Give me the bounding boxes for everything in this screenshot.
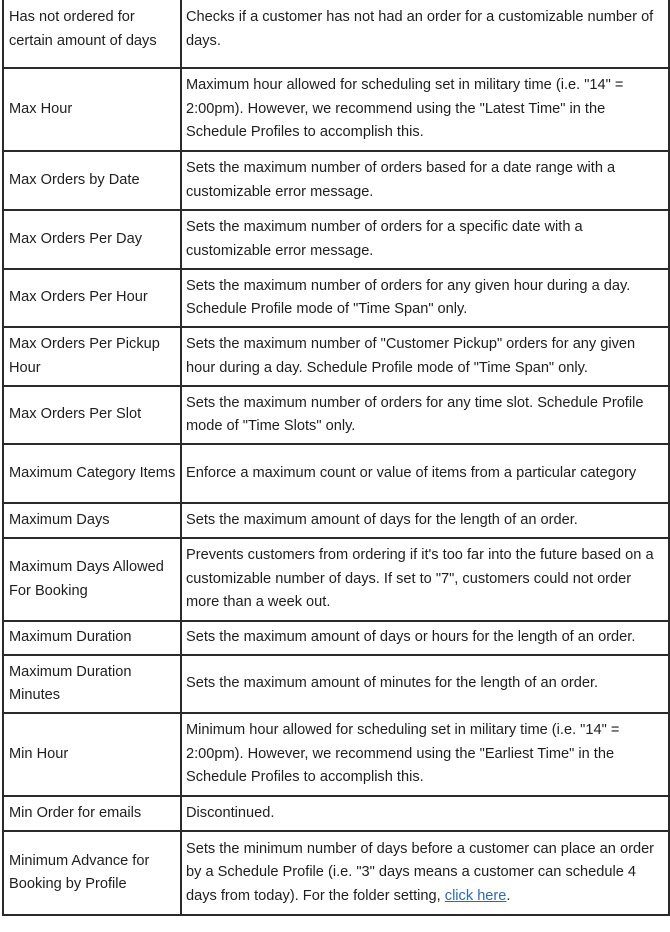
description-text: Sets the minimum number of days before a customer can place an order by a Schedule Profile (i.e. "3" days means a customer can schedule 4 days from today). For the folder setting, — [186, 840, 655, 904]
table-row — [3, 538, 669, 621]
setting-name: Maximum Duration — [3, 621, 181, 655]
setting-name: Max Orders Per Hour — [3, 269, 181, 327]
setting-name: Maximum Days Allowed For Booking — [3, 538, 181, 621]
table-row — [3, 831, 669, 915]
table-row — [3, 713, 669, 796]
setting-name: Has not ordered for certain amount of days — [3, 0, 181, 68]
table-row — [3, 68, 669, 151]
setting-description: Sets the maximum number of orders for any given hour during a day. Schedule Profile mode of "Time Span" only. — [181, 269, 669, 327]
setting-description: Sets the maximum number of orders based for a date range with a customizable error message. — [181, 151, 669, 210]
setting-name: Max Orders Per Day — [3, 210, 181, 269]
setting-name: Minimum Advance for Booking by Profile — [3, 831, 181, 915]
setting-description: Enforce a maximum count or value of items from a particular category — [181, 444, 669, 503]
setting-description: Maximum hour allowed for scheduling set in military time (i.e. "14" = 2:00pm). However, we recommend using the "Latest Time" in the Schedule Profiles to accomplish this. — [181, 68, 669, 151]
table-row — [3, 444, 669, 503]
setting-description: Checks if a customer has not had an order for a customizable number of days. — [181, 0, 669, 68]
setting-name: Max Orders Per Slot — [3, 386, 181, 444]
setting-description: Prevents customers from ordering if it's too far into the future based on a customizable number of days. If set to "7", customers could not order more than a week out. — [181, 538, 669, 621]
setting-name: Min Order for emails — [3, 796, 181, 831]
table-row — [3, 796, 669, 831]
table-row — [3, 386, 669, 444]
table-row — [3, 269, 669, 327]
settings-table — [2, 0, 670, 916]
click-here-link[interactable]: click here — [444, 887, 507, 904]
setting-description: Minimum hour allowed for scheduling set in military time (i.e. "14" = 2:00pm). However, we recommend using the "Earliest Time" in the Schedule Profiles to accomplish this. — [181, 713, 669, 796]
table-row — [3, 503, 669, 538]
table-row — [3, 327, 669, 386]
table-row — [3, 655, 669, 713]
table-row — [3, 210, 669, 269]
table-row — [3, 621, 669, 655]
setting-name: Min Hour — [3, 713, 181, 796]
setting-name: Max Orders by Date — [3, 151, 181, 210]
table-row — [3, 0, 669, 68]
setting-name: Maximum Days — [3, 503, 181, 538]
setting-description: Sets the maximum number of "Customer Pickup" orders for any given hour during a day. Schedule Profile mode of "Time Span" only. — [181, 327, 669, 386]
setting-name: Max Hour — [3, 68, 181, 151]
setting-name: Maximum Duration Minutes — [3, 655, 181, 713]
setting-description: Sets the maximum amount of days or hours for the length of an order. — [181, 621, 669, 655]
table-row — [3, 151, 669, 210]
setting-description: Discontinued. — [181, 796, 669, 831]
description-end: . — [506, 887, 511, 904]
setting-name: Max Orders Per Pickup Hour — [3, 327, 181, 386]
setting-description: Sets the maximum number of orders for any time slot. Schedule Profile mode of "Time Slots" only. — [181, 386, 669, 444]
setting-description: Sets the maximum amount of days for the length of an order. — [181, 503, 669, 538]
setting-description: Sets the maximum number of orders for a specific date with a customizable error message. — [181, 210, 669, 269]
setting-name: Maximum Category Items — [3, 444, 181, 503]
setting-description: Sets the maximum amount of minutes for the length of an order. — [181, 655, 669, 713]
setting-description — [181, 831, 669, 915]
